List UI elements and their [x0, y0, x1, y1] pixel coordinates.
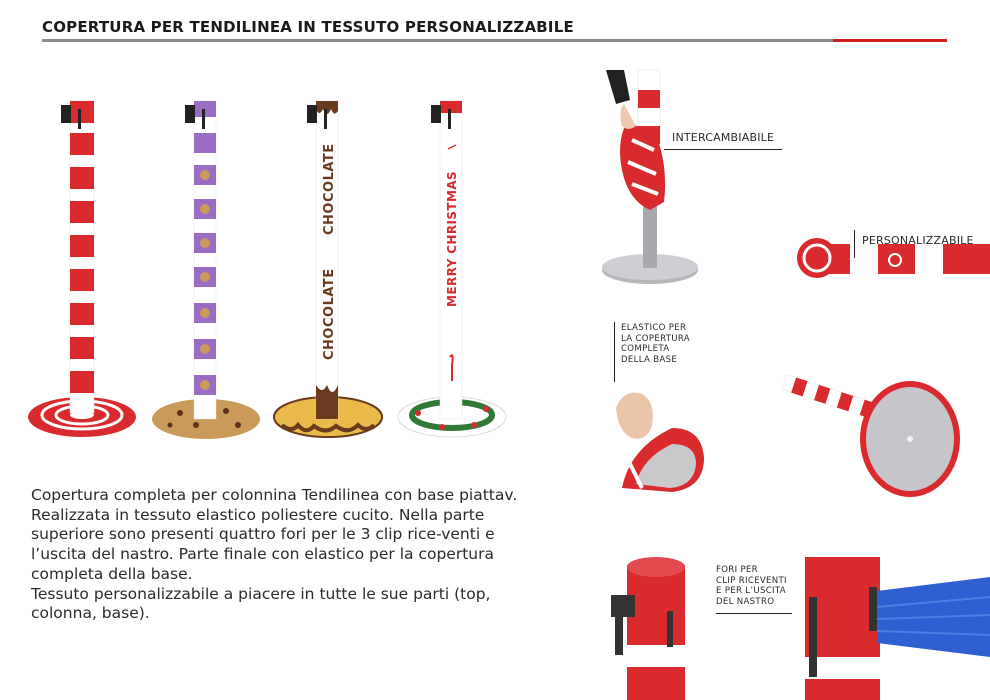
photo-base-cover — [780, 375, 970, 500]
christmas-text: MERRY CHRISTMAS — [445, 170, 459, 307]
chocolate-text-top: CHOCOLATE — [322, 143, 337, 235]
callout-elastic-line1: ELASTICO PER — [621, 323, 687, 333]
callout-interchangeable: INTERCAMBIABILE — [672, 131, 775, 144]
photo-elastic-hand — [612, 388, 707, 493]
callout-line-elastic — [614, 322, 615, 382]
callout-holes-line1: FORI PER — [716, 565, 758, 575]
callout-line-holes — [716, 613, 792, 614]
callout-customizable: PERSONALIZZABILE — [862, 234, 974, 247]
callout-holes — [716, 565, 787, 607]
callout-line-customizable-v — [854, 230, 855, 258]
callout-elastic — [621, 323, 690, 365]
callout-elastic-line3: COMPLETA — [621, 344, 670, 354]
callout-line-interchangeable — [664, 149, 782, 150]
title-rule-accent — [833, 39, 947, 42]
callout-elastic-line2: LA COPERTURA — [621, 333, 690, 344]
product-image-christmas — [398, 95, 513, 440]
callout-elastic-line4: DELLA BASE — [621, 354, 678, 365]
photo-post-belt — [805, 557, 990, 700]
title-rule — [42, 39, 947, 42]
photo-post-top — [605, 555, 690, 700]
description-paragraph-1: Copertura completa per colonnina Tendilinea con base piattav. Realizzata in tessuto elastico poliestere cucito. Nella parte superiore sono presenti quattro fori per le 3 clip rice-venti e l’uscita del nastro. Parte finale con elastico per la copertura completa della base. — [31, 486, 518, 583]
product-image-red-stripes — [24, 95, 139, 440]
product-description — [31, 486, 521, 624]
product-image-cookies — [150, 95, 265, 440]
photo-interchangeable — [598, 70, 708, 290]
callout-holes-line3: E PER L’USCITA — [716, 586, 786, 596]
page-title: COPERTURA PER TENDILINEA IN TESSUTO PERSONALIZZABILE — [42, 18, 574, 36]
callout-holes-line2: CLIP RICEVENTI — [716, 575, 787, 586]
callout-holes-line4: DEL NASTRO — [716, 596, 775, 607]
description-paragraph-2: Tessuto personalizzabile a piacere in tutte le sue parti (top, colonna, base). — [31, 584, 491, 623]
product-image-chocolate — [272, 95, 387, 440]
chocolate-text-bottom: CHOCOLATE — [322, 268, 337, 360]
